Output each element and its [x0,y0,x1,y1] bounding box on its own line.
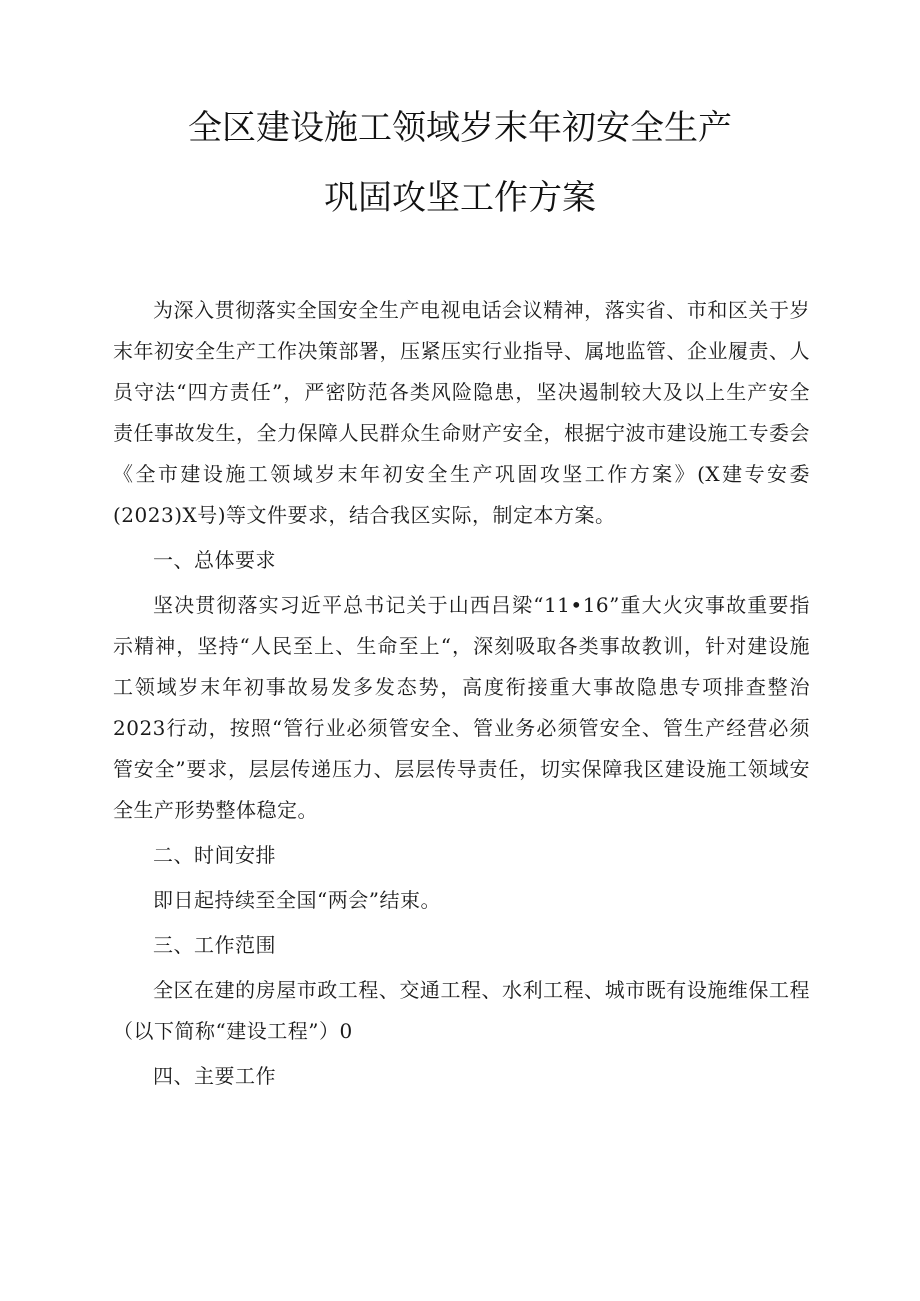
section-heading-schedule: 二、时间安排 [153,843,276,867]
intro-paragraph: 为深入贯彻落实全国安全生产电视电话会议精神，落实省、市和区关于岁末年初安全生产工作决策部署，压紧压实行业指导、属地监管、企业履责、人员守法“四方责任”，严密防范各类风险隐患，坚决遏制较大及以上生产安全责任事故发生，全力保障人民群众生命财产安全，根据宁波市建设施工专委会《全市建设施工领域岁末年初安全生产巩固攻坚工作方案》(X建专安委(2023)X号)等文件要求，结合我区实际，制定本方案。 [113,298,810,527]
document-title-line-1: 全区建设施工领域岁末年初安全生产 [188,108,732,148]
section-body-scope: 全区在建的房屋市政工程、交通工程、水利工程、城市既有设施维保工程（以下简称“建设工程”）0 [113,978,810,1043]
section-body-overall-requirements: 坚决贯彻落实习近平总书记关于山西吕梁“11•16”重大火灾事故重要指示精神，坚持“人民至上、生命至上“，深刻吸取各类事故教训，针对建设施工领域岁末年初事故易发多发态势，高度衔接重大事故隐患专项排查整治2023行动，按照“管行业必须管安全、管业务必须管安全、管生产经营必须管安全”要求，层层传递压力、层层传导责任，切实保障我区建设施工领域安全生产形势整体稳定。 [113,593,810,822]
section-heading-scope: 三、工作范围 [153,933,276,957]
document-title-line-2: 巩固攻坚工作方案 [324,178,596,218]
document-body [113,290,810,1097]
section-body-schedule: 即日起持续至全国“两会”结束。 [153,888,441,912]
section-heading-main-work: 四、主要工作 [153,1064,276,1088]
section-heading-overall-requirements: 一、总体要求 [153,548,276,572]
